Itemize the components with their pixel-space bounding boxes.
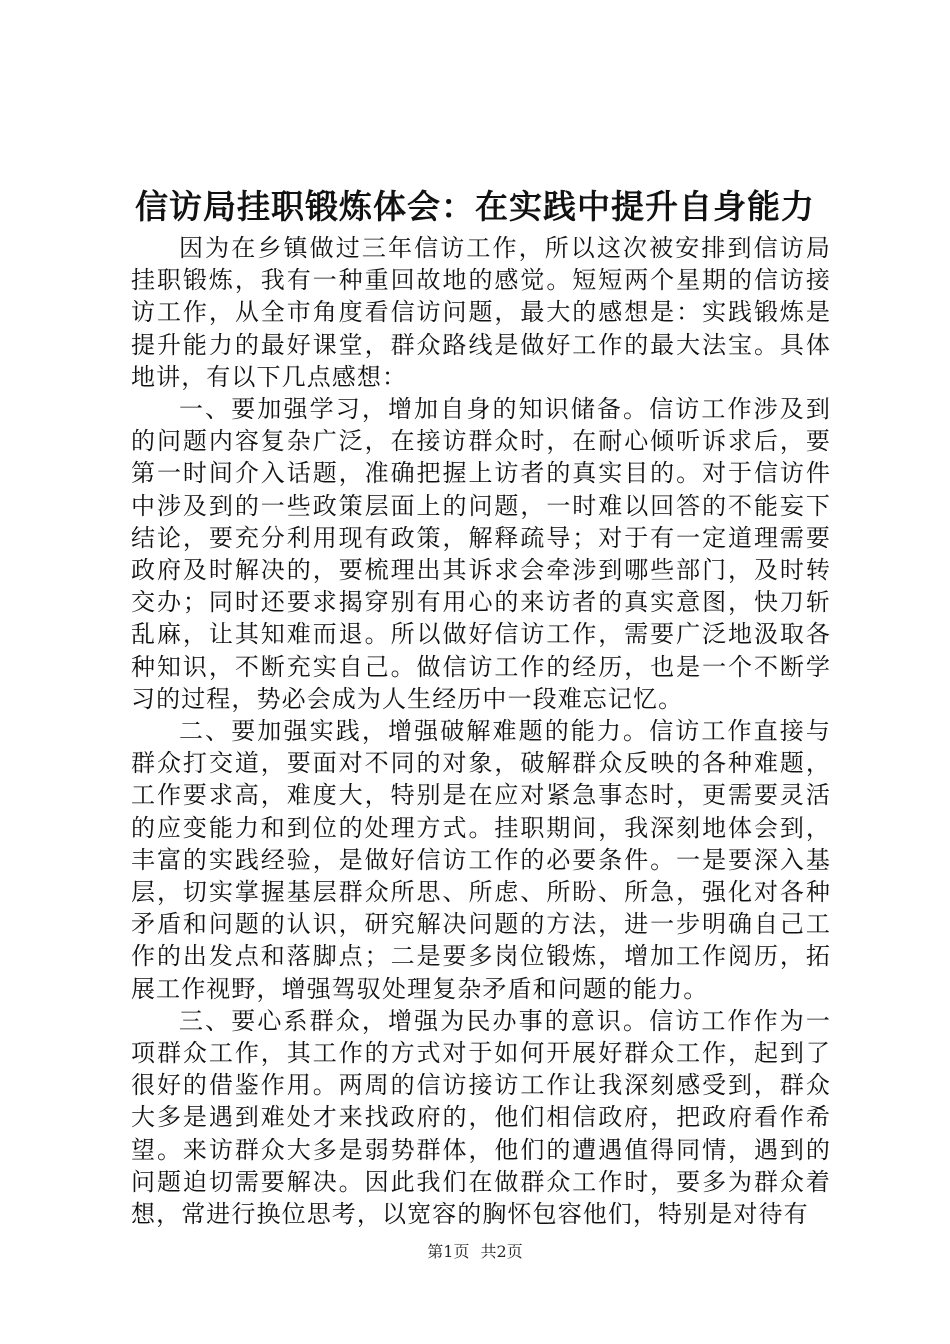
- paragraph-intro: 因为在乡镇做过三年信访工作，所以这次被安排到信访局挂职锻炼，我有一种重回故地的感觉。短短两个星期的信访接访工作，从全市角度看信访问题，最大的感想是：实践锻炼是提升能力的最好课堂，群众路线是做好工作的最大法宝。具体地讲，有以下几点感想：: [131, 234, 831, 391]
- document-body: [131, 232, 831, 1230]
- paragraph-point-three: 三、要心系群众，增强为民办事的意识。信访工作作为一项群众工作，其工作的方式对于如何开展好群众工作，起到了很好的借鉴作用。两周的信访接访工作让我深刻感受到，群众大多是遇到难处才来找政府的，他们相信政府，把政府看作希望。来访群众大多是弱势群体，他们的遭遇值得同情，遇到的问题迫切需要解决。因此我们在做群众工作时，要多为群众着想，常进行换位思考，以宽容的胸怀包容他们，特别是对待有: [131, 1006, 831, 1229]
- paragraph-point-two: 二、要加强实践，增强破解难题的能力。信访工作直接与群众打交道，要面对不同的对象，破解群众反映的各种难题，工作要求高，难度大，特别是在应对紧急事态时，更需要灵活的应变能力和到位的处理方式。挂职期间，我深刻地体会到，丰富的实践经验，是做好信访工作的必要条件。一是要深入基层，切实掌握基层群众所思、所虑、所盼、所急，强化对各种矛盾和问题的认识，研究解决问题的方法，进一步明确自己工作的出发点和落脚点；二是要多岗位锻炼，增加工作阅历，拓展工作视野，增强驾驭处理复杂矛盾和问题的能力。: [131, 717, 831, 1003]
- page-total: 共2页: [480, 1242, 523, 1261]
- page-footer: [0, 1240, 950, 1264]
- page-number: 第1页: [427, 1242, 470, 1261]
- paragraph-point-one: 一、要加强学习，增加自身的知识储备。信访工作涉及到的问题内容复杂广泛，在接访群众时，在耐心倾听诉求后，要第一时间介入话题，准确把握上访者的真实目的。对于信访件中涉及到的一些政策层面上的问题，一时难以回答的不能妄下结论，要充分利用现有政策，解释疏导；对于有一定道理需要政府及时解决的，要梳理出其诉求会牵涉到哪些部门，及时转交办；同时还要求揭穿别有用心的来访者的真实意图，快刀斩乱麻，让其知难而退。所以做好信访工作，需要广泛地汲取各种知识，不断充实自己。做信访工作的经历，也是一个不断学习的过程，势必会成为人生经历中一段难忘记忆。: [131, 395, 831, 713]
- document-title: 信访局挂职锻炼体会：在实践中提升自身能力: [135, 187, 815, 226]
